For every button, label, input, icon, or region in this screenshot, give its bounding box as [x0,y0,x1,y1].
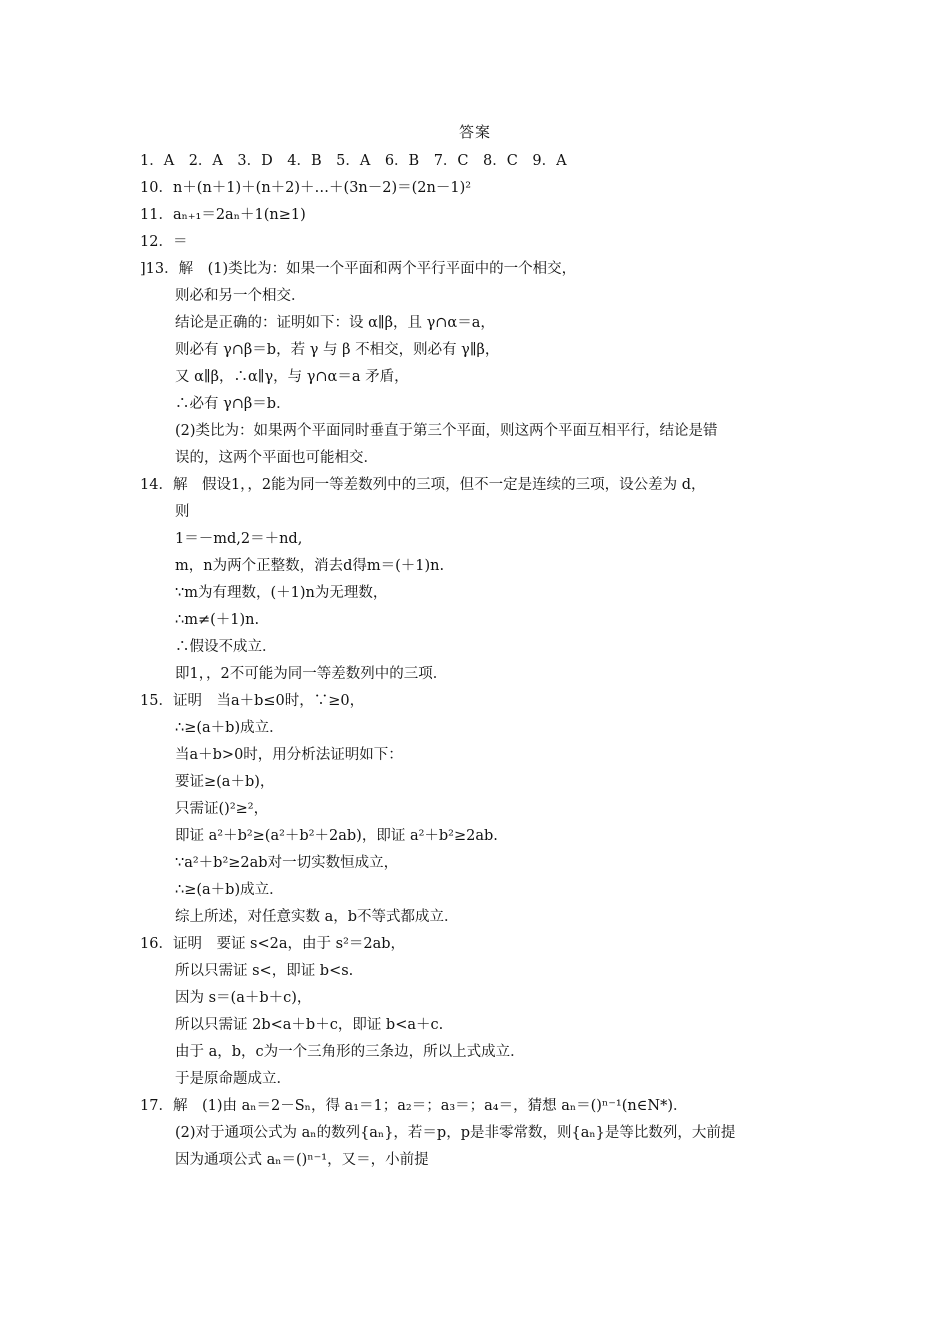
answer-line: 综上所述，对任意实数 a，b不等式都成立． [175,909,459,925]
answer-line: ∴≥(a＋b)成立． [175,882,284,898]
answer-line-16: 16．证明 要证 s<2a，由于 s²＝2ab， [140,936,406,952]
answer-line-12: 12．＝ [140,234,188,250]
answer-line: 则 [175,504,190,520]
answer-line: m，n为两个正整数，消去d得m＝(＋1)n. [175,558,445,574]
answer-line: 所以只需证 s<，即证 b<s. [175,963,354,979]
answer-line: 又 α∥β，∴α∥γ，与 γ∩α＝a 矛盾， [175,369,409,385]
answer-line: (2)类比为：如果两个平面同时垂直于第三个平面，则这两个平面互相平行，结论是错 [175,423,718,439]
answer-line: 于是原命题成立． [175,1071,291,1087]
answer-line: 即证 a²＋b²≥(a²＋b²＋2ab)，即证 a²＋b²≥2ab. [175,828,498,844]
answer-line: 则必和另一个相交． [175,288,306,304]
answer-line-10: 10．n＋(n＋1)＋(n＋2)＋…＋(3n－2)＝(2n－1)² [140,180,472,196]
answer-line: 则必有 γ∩β＝b，若 γ 与 β 不相交，则必有 γ∥β， [175,342,500,358]
answer-line: 误的，这两个平面也可能相交． [175,450,378,466]
answer-line-14: 14．解 假设1，，2能为同一等差数列中的三项，但不一定是连续的三项，设公差为 d， [140,477,706,493]
answer-line: ∴≥(a＋b)成立． [175,720,284,736]
answer-line: ∴m≠(＋1)n. [175,612,260,628]
answer-line: 由于 a，b，c为一个三角形的三条边，所以上式成立． [175,1044,525,1060]
answer-line: ∴假设不成立． [175,639,277,655]
answer-line-choices: 1．A 2．A 3．D 4．B 5．A 6．B 7．C 8．C 9．A [140,153,567,169]
answer-line: 只需证()²≥²， [175,801,269,817]
answer-line: ∵a²＋b²≥2ab对一切实数恒成立， [175,855,399,871]
answer-line: 要证≥(a＋b)， [175,774,275,790]
answer-line: 1＝－md,2＝＋nd, [175,531,303,547]
answer-line-13: ]13．解 (1)类比为：如果一个平面和两个平行平面中的一个相交， [140,261,577,277]
answer-line: (2)对于通项公式为 aₙ的数列{aₙ}，若＝p，p是非零常数，则{aₙ}是等比数列，大前提 [175,1125,736,1141]
answer-line: 即1，，2不可能为同一等差数列中的三项． [175,666,448,682]
answer-line: 因为 s＝(a＋b＋c)， [175,990,312,1006]
page-title: 答案 [458,123,491,141]
answer-line: ∴必有 γ∩β＝b． [175,396,291,412]
answer-line: 因为通项公式 aₙ＝()ⁿ⁻¹，又＝，小前提 [175,1152,429,1168]
answer-line-15: 15．证明 当a＋b≤0时，∵≥0， [140,693,365,709]
answer-line: 当a＋b>0时，用分析法证明如下： [175,747,403,763]
answer-line: 所以只需证 2b<a＋b＋c，即证 b<a＋c. [175,1017,444,1033]
answer-line-11: 11．aₙ₊₁＝2aₙ＋1(n≥1) [140,207,306,223]
answer-line-17: 17．解 (1)由 aₙ＝2－Sₙ，得 a₁＝1；a₂＝；a₃＝；a₄＝，猜想 aₙ＝()ⁿ⁻¹(n∈N*)． [140,1098,688,1114]
answer-line: ∵m为有理数，(＋1)n为无理数， [175,585,388,601]
answer-line: 结论是正确的：证明如下：设 α∥β，且 γ∩α＝a， [175,315,495,331]
